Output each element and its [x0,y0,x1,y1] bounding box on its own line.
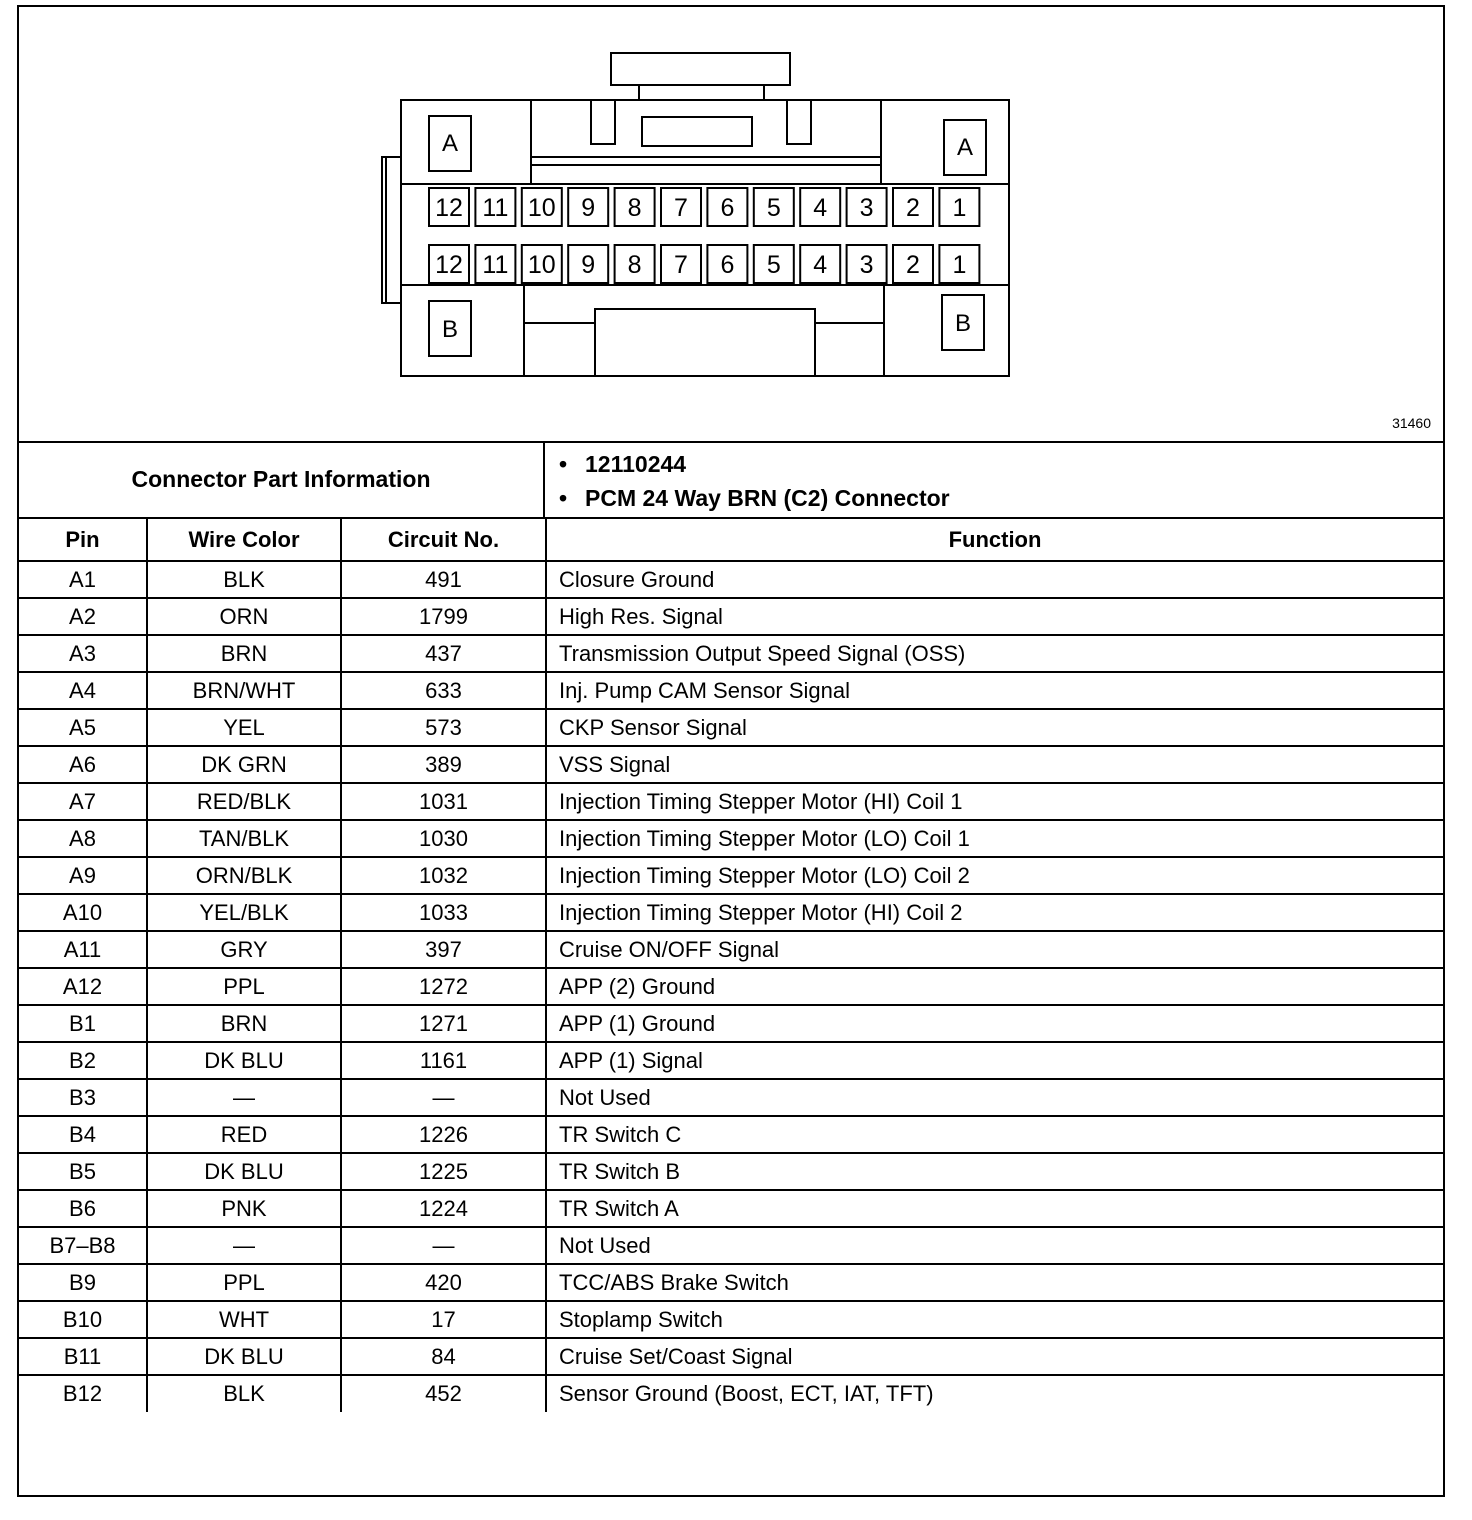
row-b-left-label: B [441,316,459,343]
table-row [19,635,1443,672]
circuit-cell: 1161 [341,1042,546,1079]
wire-color-cell: BRN [147,1005,341,1042]
pin-cell: B6 [19,1190,147,1227]
function-cell: TR Switch B [546,1153,1443,1190]
pin-number-label: 12 [435,251,463,279]
pin-number-label: 4 [813,194,828,222]
pin-number-label: 7 [674,251,688,279]
function-cell: Not Used [546,1227,1443,1264]
pin-number-label: 4 [813,251,828,279]
pin-cell: B12 [19,1375,147,1412]
wire-color-cell: — [147,1227,341,1264]
part-number-line [559,447,950,481]
circuit-cell: 397 [341,931,546,968]
pin-cell: B2 [19,1042,147,1079]
pin-cell: A7 [19,783,147,820]
header-wire-color: Wire Color [147,519,341,561]
wire-color-cell: BRN/WHT [147,672,341,709]
part-description: PCM 24 Way BRN (C2) Connector [585,485,950,511]
wire-color-cell: RED/BLK [147,783,341,820]
connector-face-diagram [19,7,1443,441]
wire-color-cell: PPL [147,968,341,1005]
function-cell: Cruise ON/OFF Signal [546,931,1443,968]
row-b-right-label: B [954,310,972,337]
wire-color-cell: BLK [147,561,341,598]
pin-number-label: 9 [581,251,596,279]
connector-part-information-row [19,441,1443,519]
pin-number-label: 2 [906,194,920,222]
wire-color-cell: GRY [147,931,341,968]
figure-number: 31460 [1392,415,1431,431]
pin-cell: A10 [19,894,147,931]
function-cell: CKP Sensor Signal [546,709,1443,746]
lower-key-block [595,309,815,376]
circuit-cell: 1271 [341,1005,546,1042]
function-cell: APP (1) Ground [546,1005,1443,1042]
header-circuit-no: Circuit No. [341,519,546,561]
connector-end-view-sheet [17,5,1445,1497]
bullet-icon: • [559,485,568,511]
circuit-cell: 573 [341,709,546,746]
circuit-cell: — [341,1227,546,1264]
pin-cell: A3 [19,635,147,672]
table-row [19,598,1443,635]
pin-cell: B4 [19,1116,147,1153]
wire-color-cell: RED [147,1116,341,1153]
circuit-cell: 437 [341,635,546,672]
row-a-right-label: A [956,134,974,161]
pin-cell: A8 [19,820,147,857]
pin-number-label: 6 [720,194,735,222]
pin-number-label: 9 [581,194,596,222]
pin-cell: A4 [19,672,147,709]
wire-color-cell: DK GRN [147,746,341,783]
pin-number-label: 6 [720,251,735,279]
function-cell: Cruise Set/Coast Signal [546,1338,1443,1375]
table-row [19,1338,1443,1375]
table-row [19,709,1443,746]
pin-number-label: 3 [859,194,874,222]
table-row [19,783,1443,820]
pin-number-label: 1 [952,251,967,279]
function-cell: Sensor Ground (Boost, ECT, IAT, TFT) [546,1375,1443,1412]
pin-number-label: 8 [627,251,642,279]
connector-housing [401,100,1009,376]
function-cell: APP (1) Signal [546,1042,1443,1079]
connector-part-information-title: Connector Part Information [19,441,545,517]
circuit-cell: 1799 [341,598,546,635]
function-cell: APP (2) Ground [546,968,1443,1005]
wire-color-cell: YEL/BLK [147,894,341,931]
circuit-cell: 1032 [341,857,546,894]
wire-color-cell: ORN/BLK [147,857,341,894]
pin-number-label: 7 [674,194,688,222]
wire-color-cell: ORN [147,598,341,635]
wire-color-cell: PPL [147,1264,341,1301]
function-cell: Injection Timing Stepper Motor (HI) Coil 2 [546,894,1443,931]
table-row [19,1005,1443,1042]
pin-number-label: 11 [482,251,509,279]
table-header-row [19,519,1443,561]
bullet-icon: • [559,451,568,477]
table-row [19,1264,1443,1301]
circuit-cell: 1225 [341,1153,546,1190]
connector-diagram-area [19,7,1443,443]
circuit-cell: 1226 [341,1116,546,1153]
locking-tab [611,53,790,85]
circuit-cell: 1033 [341,894,546,931]
circuit-cell: — [341,1079,546,1116]
pin-number-label: 11 [482,194,509,222]
pin-number-label: 12 [435,194,463,222]
function-cell: VSS Signal [546,746,1443,783]
wire-color-cell: DK BLU [147,1042,341,1079]
circuit-cell: 84 [341,1338,546,1375]
function-cell: TCC/ABS Brake Switch [546,1264,1443,1301]
pin-number-label: 10 [527,194,556,222]
function-cell: Injection Timing Stepper Motor (LO) Coil 1 [546,820,1443,857]
function-cell: Stoplamp Switch [546,1301,1443,1338]
header-pin: Pin [19,519,147,561]
table-row [19,1079,1443,1116]
table-row [19,1227,1443,1264]
table-row [19,1301,1443,1338]
circuit-cell: 1272 [341,968,546,1005]
table-row [19,857,1443,894]
table-row [19,894,1443,931]
pin-cell: B9 [19,1264,147,1301]
pin-cell: A5 [19,709,147,746]
wire-color-cell: DK BLU [147,1153,341,1190]
function-cell: Inj. Pump CAM Sensor Signal [546,672,1443,709]
pin-number-label: 5 [766,194,781,222]
table-row [19,672,1443,709]
pin-cell: A6 [19,746,147,783]
circuit-cell: 1031 [341,783,546,820]
circuit-cell: 389 [341,746,546,783]
header-function: Function [546,519,1443,561]
connector-part-details [559,447,950,515]
row-a-left-label: A [441,130,459,157]
pin-cell: A1 [19,561,147,598]
circuit-cell: 1224 [341,1190,546,1227]
function-cell: High Res. Signal [546,598,1443,635]
pin-number-label: 3 [859,251,874,279]
wire-color-cell: BLK [147,1375,341,1412]
pin-cell: A11 [19,931,147,968]
pin-cell: B3 [19,1079,147,1116]
wire-color-cell: YEL [147,709,341,746]
circuit-cell: 1030 [341,820,546,857]
wire-color-cell: — [147,1079,341,1116]
table-row [19,820,1443,857]
pin-number-label: 8 [627,194,642,222]
pin-cell: B10 [19,1301,147,1338]
part-number: 12110244 [585,451,687,477]
function-cell: Closure Ground [546,561,1443,598]
part-description-line [559,481,950,515]
circuit-cell: 633 [341,672,546,709]
function-cell: TR Switch A [546,1190,1443,1227]
table-row [19,1153,1443,1190]
function-cell: Not Used [546,1079,1443,1116]
pin-number-label: 1 [952,194,967,222]
wire-color-cell: WHT [147,1301,341,1338]
circuit-cell: 420 [341,1264,546,1301]
pin-number-label: 2 [906,251,920,279]
pin-cell: A12 [19,968,147,1005]
center-latch-window [642,117,752,146]
function-cell: Injection Timing Stepper Motor (LO) Coil 2 [546,857,1443,894]
table-row [19,1190,1443,1227]
table-row [19,746,1443,783]
wire-color-cell: PNK [147,1190,341,1227]
pin-cell: A2 [19,598,147,635]
pin-cell: B7–B8 [19,1227,147,1264]
table-row [19,561,1443,598]
circuit-cell: 452 [341,1375,546,1412]
function-cell: TR Switch C [546,1116,1443,1153]
pin-number-label: 5 [766,251,781,279]
table-row [19,1042,1443,1079]
table-row [19,1116,1443,1153]
pin-number-label: 10 [527,251,556,279]
wire-color-cell: DK BLU [147,1338,341,1375]
pin-out-table [19,519,1443,1412]
table-row [19,1375,1443,1412]
wire-color-cell: BRN [147,635,341,672]
function-cell: Injection Timing Stepper Motor (HI) Coil 1 [546,783,1443,820]
pin-cell: B11 [19,1338,147,1375]
table-row [19,968,1443,1005]
circuit-cell: 17 [341,1301,546,1338]
wire-color-cell: TAN/BLK [147,820,341,857]
pin-cell: B5 [19,1153,147,1190]
circuit-cell: 491 [341,561,546,598]
pin-cell: B1 [19,1005,147,1042]
pin-cell: A9 [19,857,147,894]
table-row [19,931,1443,968]
function-cell: Transmission Output Speed Signal (OSS) [546,635,1443,672]
